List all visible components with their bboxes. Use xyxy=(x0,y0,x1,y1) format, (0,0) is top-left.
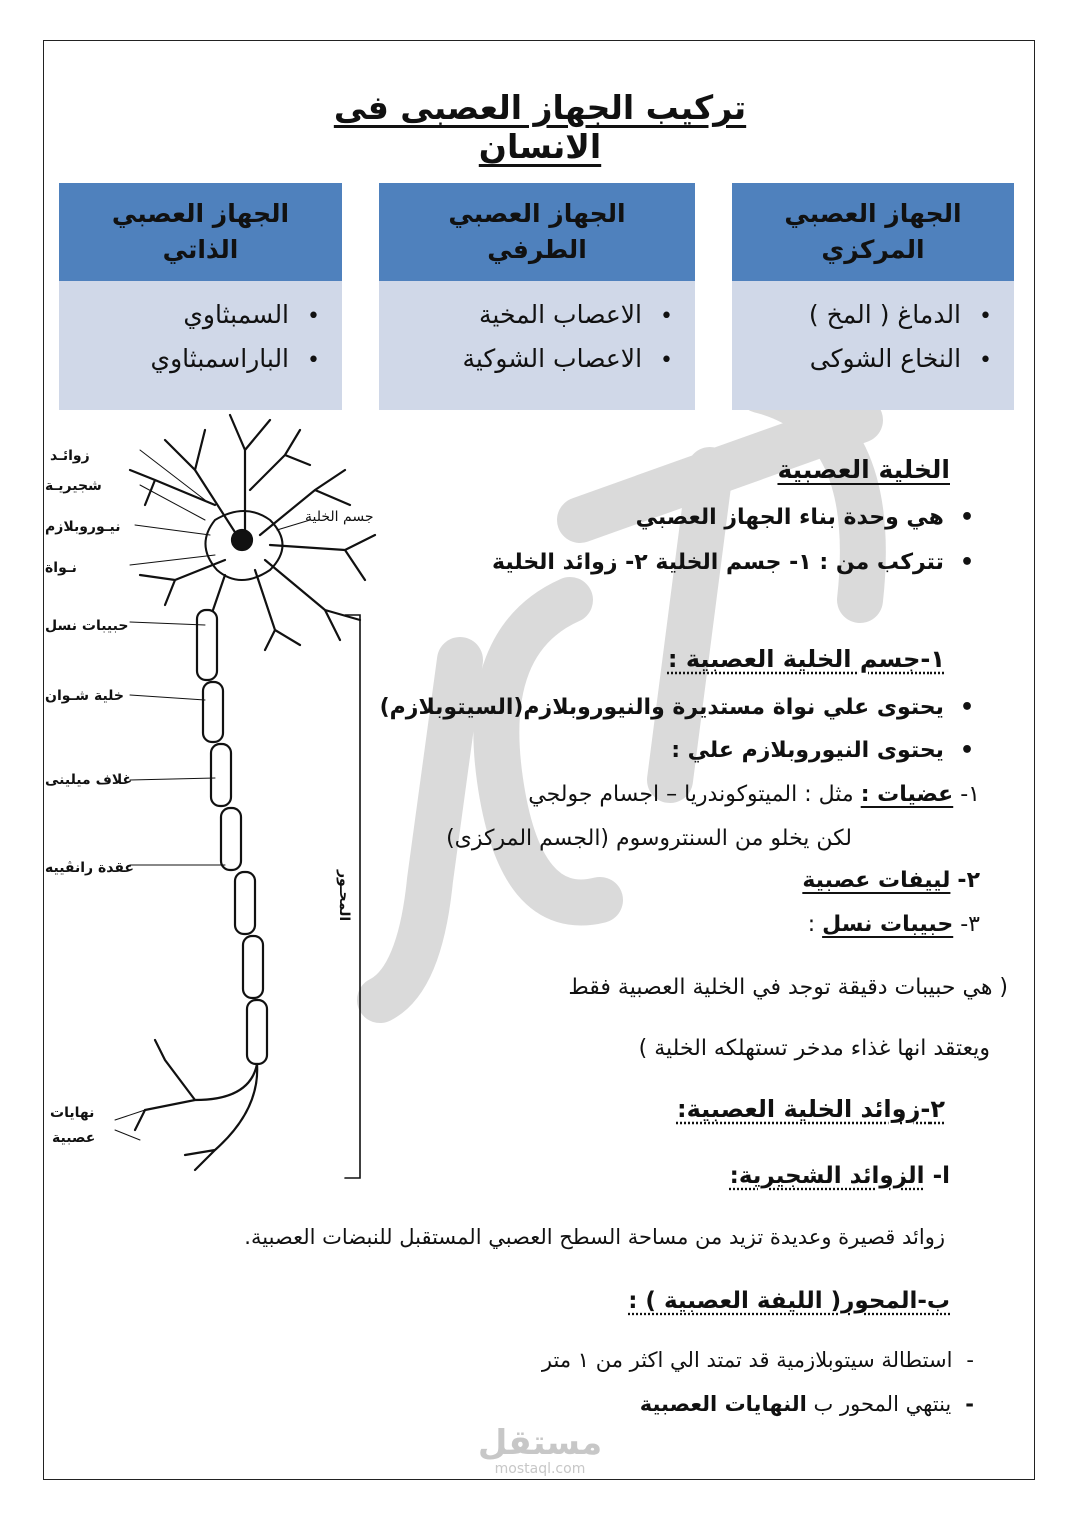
logo-subtext: mostaql.com xyxy=(494,1461,586,1477)
body-heading: ١-جسم الخلية العصبية : xyxy=(667,645,945,673)
organelles-text: مثل : الميتوكوندريا – اجسام جولجي xyxy=(528,782,861,807)
body-point-2-text: يحتوى النيوروبلازم علي : xyxy=(671,738,944,763)
cell-definition-text: هي وحدة بناء الجهاز العصبي xyxy=(635,505,944,530)
label-endings: نهايات xyxy=(50,1105,95,1121)
box-peripheral-list xyxy=(379,281,695,410)
box-central-title: الجهاز العصبي المركزي xyxy=(732,183,1014,281)
page-title: تركيب الجهاز العصبى فى الانسان xyxy=(333,88,747,166)
nissl-colon: : xyxy=(807,912,823,937)
logo-text: مستقل xyxy=(477,1423,603,1463)
fibrils-number: ٢- xyxy=(957,868,980,893)
label-nucleus: نـواة xyxy=(45,560,77,576)
box-peripheral xyxy=(379,183,695,410)
organelles-label: عضيات : xyxy=(860,782,954,807)
dendrites-heading-line xyxy=(730,1163,950,1189)
box-peripheral-title: الجهاز العصبي الطرفي xyxy=(379,183,695,281)
label-endings-2: عصبية xyxy=(52,1130,96,1146)
cell-parts-text: تتركب من : ١- جسم الخلية ٢- زوائد الخلية xyxy=(492,550,944,575)
axon-point-2-text: ينتهي المحور ب xyxy=(806,1392,952,1416)
label-neuroplasm: نيـوروبلازم xyxy=(45,519,121,535)
nissl-label: حبيبات نسل xyxy=(822,912,954,937)
nissl-line xyxy=(808,912,980,937)
nissl-number: ٣- xyxy=(960,912,980,937)
list-item: • السمبثاوي xyxy=(59,293,320,337)
processes-heading: ٢-زوائد الخلية العصبية: xyxy=(676,1095,945,1123)
dendrites-description: زوائد قصيرة وعديدة تزيد من مساحة السطح العصبي المستقبل للنبضات العصبية. xyxy=(244,1225,945,1249)
list-item: • الباراسمبثاوي xyxy=(59,337,320,381)
body-point-2 xyxy=(671,738,974,763)
axon-point-1: -استطالة سيتوبلازمية قد تمتد الي اكثر من ١ متر xyxy=(541,1348,974,1372)
axon-point-2-bold: النهايات العصبية xyxy=(639,1392,807,1416)
label-cell-body: جسم الخلية xyxy=(305,509,374,525)
label-axon: المحـور xyxy=(336,870,352,922)
label-myelin: غلاف ميلينى xyxy=(45,772,133,788)
axon-point-2: -ينتهي المحور ب النهايات العصبية xyxy=(639,1392,974,1416)
label-dendrites-2: شجيريـة xyxy=(45,478,102,494)
organelles-number: ١- xyxy=(960,782,980,807)
list-item: • الدماغ ( المخ ) xyxy=(732,293,992,337)
axon-point-1-text: استطالة سيتوبلازمية قد تمتد الي اكثر من ١ متر xyxy=(541,1348,953,1372)
axon-heading: ب-المحور( الليفة العصبية ) : xyxy=(628,1288,950,1314)
label-dendrites: زوائـد xyxy=(50,448,90,464)
organelles-note: لكن يخلو من السنتروسوم (الجسم المركزى) xyxy=(446,826,852,851)
box-autonomic-title: الجهاز العصبي الذاتي xyxy=(59,183,342,281)
cell-parts xyxy=(492,550,974,575)
box-central-list xyxy=(732,281,1014,410)
list-item: • النخاع الشوكى xyxy=(732,337,992,381)
fibrils-label: لييفات عصبية xyxy=(802,868,951,893)
dendrites-prefix: ا- xyxy=(924,1163,950,1189)
list-item: • الاعصاب المخية xyxy=(379,293,673,337)
body-point-1 xyxy=(380,695,974,720)
box-autonomic xyxy=(59,183,342,410)
watermark-logo xyxy=(470,1425,610,1477)
label-schwann: خلية شـوان xyxy=(45,688,124,704)
label-ranvier: عقدة رانڤييه xyxy=(45,860,134,876)
nissl-description-1: ( هي حبيبات دقيقة توجد في الخلية العصبية فقط xyxy=(568,975,1008,1000)
fibrils-line xyxy=(802,868,980,893)
box-autonomic-list xyxy=(59,281,342,410)
organelles-line xyxy=(528,782,980,807)
body-point-1-text: يحتوى علي نواة مستديرة والنيوروبلازم(السيتوبلازم) xyxy=(379,695,944,720)
cell-heading: الخلية العصبية xyxy=(777,455,950,484)
nissl-description-2: ويعتقد انها غذاء مدخر تستهلكه الخلية ) xyxy=(638,1036,990,1061)
box-central xyxy=(732,183,1014,410)
dendrites-heading: الزوائد الشجيرية: xyxy=(729,1163,925,1189)
label-nissl: حبيبات نسل xyxy=(45,618,129,634)
list-item: • الاعصاب الشوكية xyxy=(379,337,673,381)
cell-definition xyxy=(636,505,974,530)
